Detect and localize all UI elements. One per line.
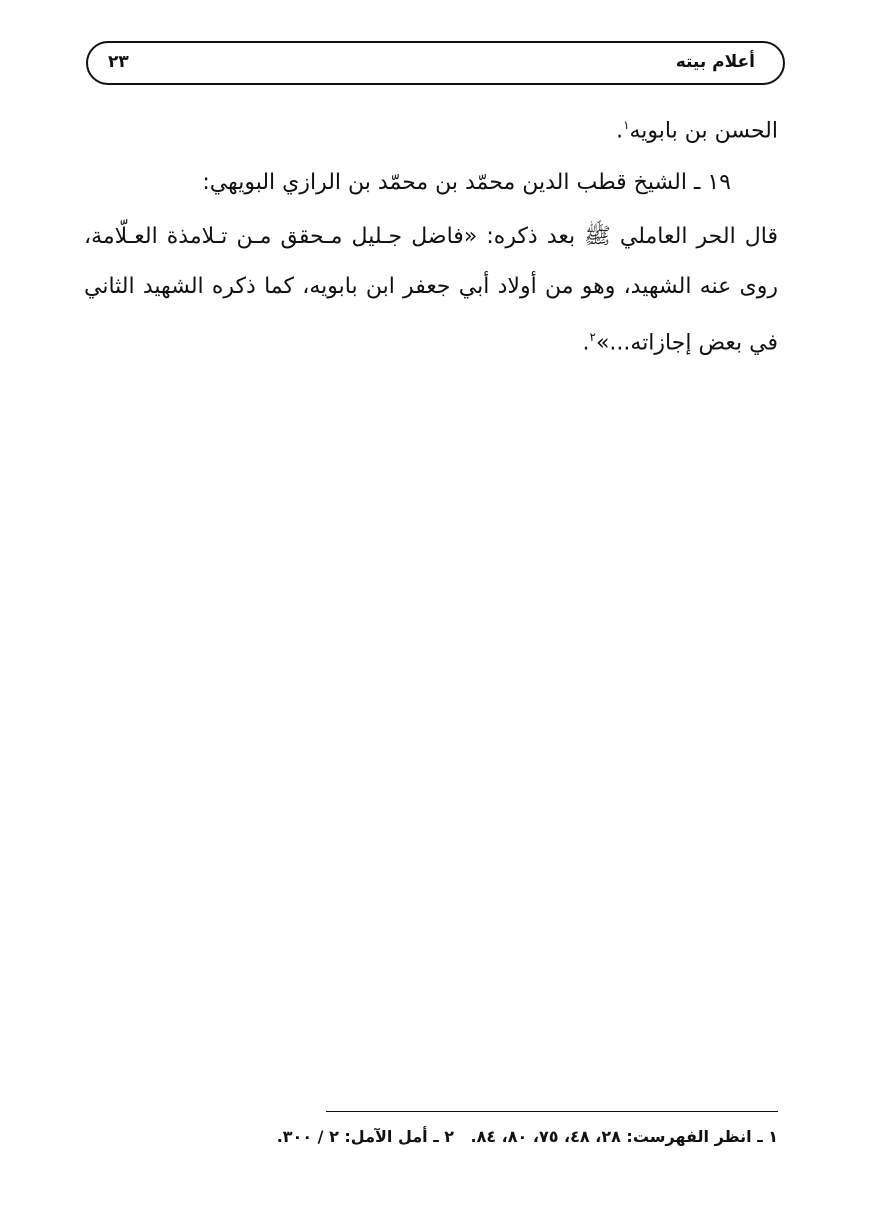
footnote-divider xyxy=(326,1111,778,1112)
page-header xyxy=(86,41,785,85)
footnote-ref-1: ١ xyxy=(623,118,630,132)
entry-heading: ١٩ ـ الشيخ قطب الدين محمّد بن محمّد بن الرازي البويهي: xyxy=(202,170,731,195)
paragraph-text: قال الحر العاملي ﷺ بعد ذكره: «فاضل جـليل مـحقق مـن تـلامذة العـلّامة، روى عنه الشهيد، وهو من أولاد أبي جعفر ابن بابويه، كما ذكره الشهيد الثاني في بعض إجازاته...» xyxy=(84,224,778,356)
body-paragraph: قال الحر العاملي ﷺ بعد ذكره: «فاضل جـليل مـحقق مـن تـلامذة العـلّامة، روى عنه الشهيد، وهو من أولاد أبي جعفر ابن بابويه، كما ذكره الشهيد الثاني في بعض إجازاته...»$^٢$. xyxy=(84,224,778,356)
footnote-ref-2: ٢ xyxy=(589,330,596,344)
continuation-line: الحسن بن بابويه$^١$. xyxy=(616,118,778,144)
continuation-text: الحسن بن بابويه xyxy=(629,118,778,144)
footnote-2: ٢ ـ أمل الآمل: ٢ / ٣٠٠. xyxy=(276,1127,454,1146)
running-title: أعلام بيته xyxy=(675,52,755,72)
footnote-1: ١ ـ انظر الفهرست: ٢٨، ٤٨، ٧٥، ٨٠، ٨٤. xyxy=(470,1127,778,1146)
page-number: ٢٣ xyxy=(108,52,129,72)
